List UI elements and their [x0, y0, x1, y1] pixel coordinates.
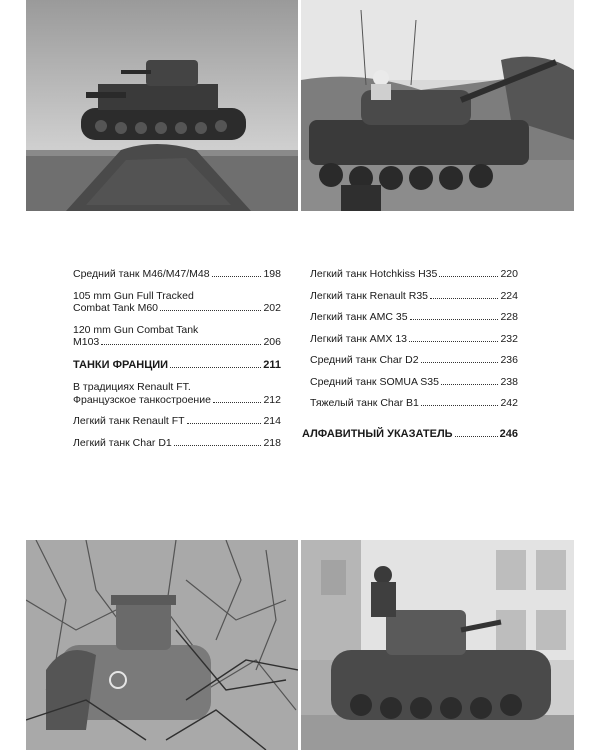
toc-section-heading[interactable]: [302, 428, 518, 441]
toc-leader-dots: [421, 362, 499, 363]
tank-with-crewman-photo: [301, 0, 574, 211]
toc-entry[interactable]: [310, 311, 518, 324]
toc-entry-title: Легкий танк Char D1: [73, 436, 172, 449]
toc-entry-title: Легкий танк Renault FT: [73, 415, 185, 427]
toc-entry[interactable]: [73, 268, 281, 281]
toc-leader-dots: [160, 310, 261, 311]
toc-entry-page: 218: [263, 436, 281, 449]
toc-entry-title: Легкий танк AMX 13: [310, 332, 407, 345]
toc-leader-dots: [213, 402, 262, 403]
toc-leader-dots: [421, 405, 499, 406]
toc-entry[interactable]: [310, 376, 518, 389]
toc-entry-title: Французское танкостроение: [73, 393, 211, 406]
toc-entry-page: 228: [500, 311, 518, 323]
toc-leader-dots: [170, 367, 261, 368]
toc-entry-title-line1: 120 mm Gun Combat Tank: [73, 323, 199, 336]
renault-ft-in-bushes-photo: [26, 540, 298, 750]
toc-entry-page: 232: [500, 332, 518, 345]
toc-entry-title: Средний танк Char D2: [310, 354, 419, 366]
toc-leader-dots: [212, 276, 262, 277]
toc-entry-page: 236: [500, 354, 518, 366]
toc-entry-page: 220: [500, 268, 518, 280]
toc-leader-dots: [455, 436, 498, 437]
toc-leader-dots: [409, 341, 498, 342]
toc-entry-title: Combat Tank M60: [73, 302, 159, 314]
toc-left-column: [73, 268, 281, 458]
toc-leader-dots: [439, 276, 498, 277]
toc-entry-page: 238: [500, 375, 518, 388]
toc-entry[interactable]: [310, 397, 518, 410]
light-tank-in-street-photo: [301, 540, 574, 750]
toc-leader-dots: [187, 423, 262, 424]
toc-entry-page: 214: [263, 415, 281, 427]
toc-section-page: 211: [263, 358, 281, 371]
toc-entry-page: 198: [263, 268, 281, 280]
toc-entry-page: 202: [263, 302, 281, 314]
toc-right-column: [302, 268, 518, 450]
toc-entry-page: 242: [500, 397, 518, 409]
toc-entry-title: Средний танк M46/M47/M48: [73, 268, 210, 280]
toc-entry-title: Легкий танк Renault R35: [310, 289, 429, 302]
toc-entry[interactable]: [310, 354, 518, 367]
toc-entry-title: Легкий танк AMC 35: [310, 311, 408, 323]
toc-entry[interactable]: [73, 324, 281, 349]
toc-entry[interactable]: [310, 268, 518, 281]
toc-leader-dots: [174, 445, 262, 446]
toc-leader-dots: [441, 384, 499, 385]
toc-entry-title: Легкий танк Hotchkiss H35: [310, 268, 438, 280]
toc-section-heading[interactable]: [73, 359, 281, 372]
toc-entry-page: 206: [263, 336, 281, 348]
toc-leader-dots: [410, 319, 499, 320]
toc-entry-title-line1: 105 mm Gun Full Tracked: [73, 289, 194, 302]
toc-entry[interactable]: [73, 290, 281, 315]
toc-entry[interactable]: [73, 437, 281, 450]
toc-entry[interactable]: [73, 415, 281, 428]
toc-entry[interactable]: [73, 381, 281, 406]
toc-entry-title: M103: [73, 336, 100, 348]
toc-entry-title: Средний танк SOMUA S35: [310, 375, 439, 388]
toc-entry[interactable]: [310, 333, 518, 346]
toc-section-page: 246: [499, 427, 518, 440]
toc-entry-title-line1: В традициях Renault FT.: [73, 381, 191, 393]
toc-entry-title: Тяжелый танк Char B1: [310, 397, 419, 409]
toc-leader-dots: [101, 344, 261, 345]
toc-leader-dots: [430, 298, 498, 299]
toc-entry[interactable]: [310, 290, 518, 303]
tank-on-mound-photo: [26, 0, 298, 211]
toc-entry-page: 224: [500, 289, 518, 302]
toc-section-title: ТАНКИ ФРАНЦИИ: [73, 358, 169, 371]
toc-entry-page: 212: [263, 393, 281, 406]
toc-section-title: АЛФАВИТНЫЙ УКАЗАТЕЛЬ: [302, 427, 453, 440]
